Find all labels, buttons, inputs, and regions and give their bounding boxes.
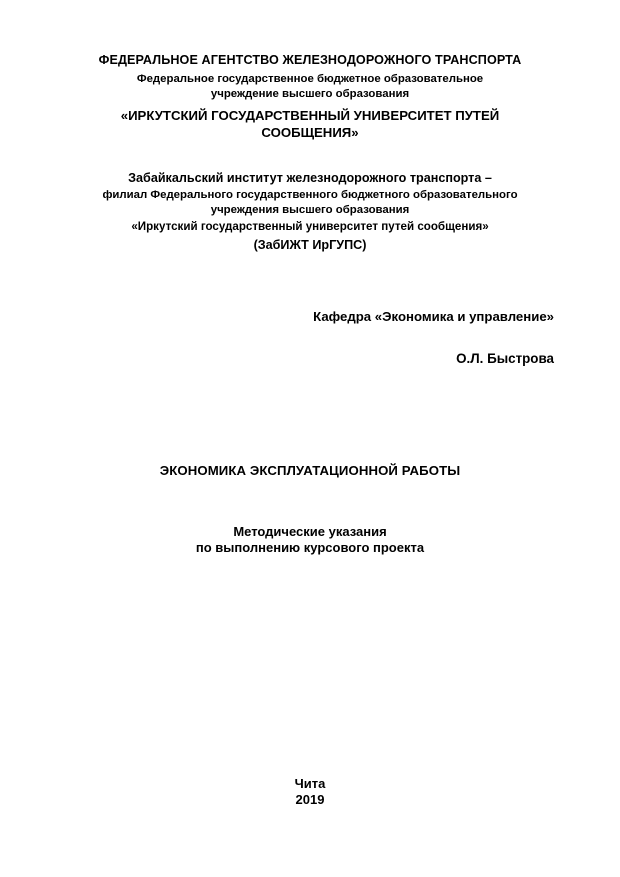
department-name: Кафедра «Экономика и управление» [313,308,554,324]
subtitle-line-1: Методические указания [233,523,387,539]
institute-line-5: (ЗабИЖТ ИрГУПС) [253,237,367,252]
institute-line-1: Забайкальский институт железнодорожного транспорта – [128,170,492,185]
city-name: Чита [294,775,326,791]
year: 2019 [295,792,325,808]
university-line-2: СООБЩЕНИЯ» [261,125,359,141]
agency-name: ФЕДЕРАЛЬНОЕ АГЕНТСТВО ЖЕЛЕЗНОДОРОЖНОГО ТРАНСПОРТА [98,53,522,67]
imprint-block [0,776,620,809]
document-subtitle [58,524,562,557]
institute-block [58,170,562,253]
federal-line-2: учреждение высшего образования [210,87,410,100]
document-title: ЭКОНОМИКА ЭКСПЛУАТАЦИОННОЙ РАБОТЫ [159,462,461,478]
federal-line-1: Федеральное государственное бюджетное образовательное [136,73,484,86]
institute-line-2: филиал Федерального государственного бюджетного образовательного [102,188,518,201]
organization-header [58,52,562,142]
subtitle-line-2: по выполнению курсового проекта [195,540,425,556]
institute-line-3: учреждения высшего образования [210,203,410,216]
author-name: О.Л. Быстрова [456,350,554,366]
university-line-1: «ИРКУТСКИЙ ГОСУДАРСТВЕННЫЙ УНИВЕРСИТЕТ ПУТЕЙ [120,108,500,124]
institute-line-4: «Иркутский государственный университет путей сообщения» [131,219,489,233]
